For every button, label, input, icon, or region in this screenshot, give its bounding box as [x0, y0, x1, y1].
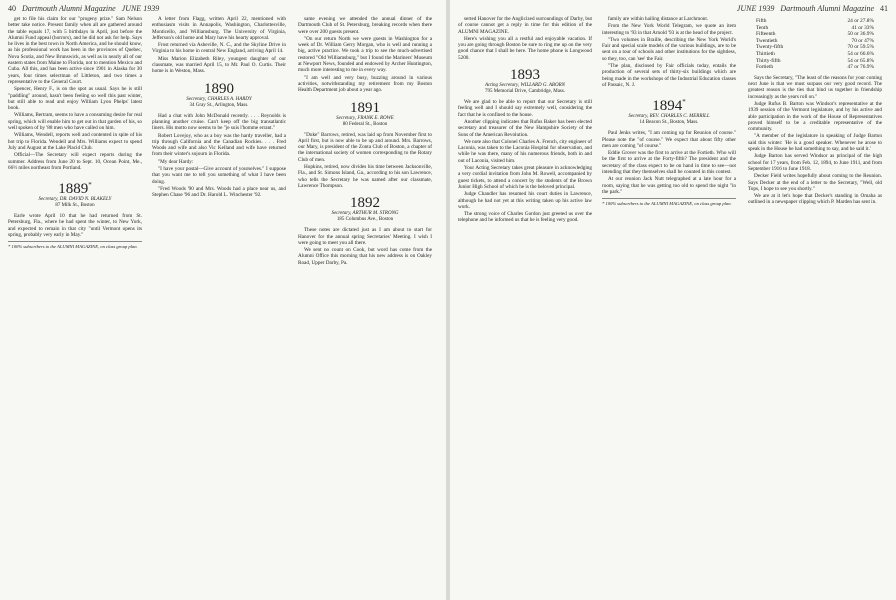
footnote: * 100% subscribers to the ALUMNI MAGAZINE, on class group plan. [8, 241, 142, 250]
class-address: 14 Beacon St., Boston, Mass. [639, 120, 699, 126]
paragraph: Official—The Secretary will expect reports during the summer. Address from June 20 to Sept. 10, Ocean Point, Me., 66½ miles northeast from Portland. [8, 152, 142, 171]
class-year: 1894* [652, 98, 686, 115]
table-row: Twentieth 70 or 47% [756, 37, 874, 44]
class-secretary: Secretary, FRANK E. ROWE [336, 115, 394, 121]
class-year: 1889* [58, 181, 92, 198]
class-heading-1893 [458, 67, 592, 95]
class-heading-1890 [152, 81, 286, 109]
class-heading-1894 [602, 94, 736, 126]
left-column-1 [8, 16, 142, 596]
table-row: Fifth 24 or 27.8% [756, 18, 874, 24]
paragraph: Had a chat with John McDonald recently. . . . Reynolds is planning another cruise. Can't keep off the big transatlantic liners. His motto now seems to be "je suis l'homme errant." [152, 112, 286, 132]
class-address: 34 Gray St., Arlington, Mass. [189, 102, 249, 108]
right-issue-date: JUNE 1939 [736, 4, 775, 13]
table-row: Fortieth 47 or 76.9% [756, 64, 874, 71]
class-address: 80 Federal St., Boston [342, 121, 388, 127]
left-column-3 [298, 16, 432, 596]
paragraph: same evening we attended the annual dinner of the Dartmouth Club of St. Petersburg, breaking records when there were over 200 guests present. [298, 16, 432, 35]
reunion-stats-table [748, 18, 882, 71]
paragraph: We note also that Colonel Charles A. French, city engineer of Laconia, was taken to the Laconia Hospital for observation, and while he was there, many of his numerous friends, both in and out of Laconia, visited him. [458, 138, 592, 164]
class-heading-1892 [298, 195, 432, 223]
paragraph: Says the Secretary, "The least of the reasons for your coming next June is that we must surpass our very good record. The greatest reason is the ties that bind us together in friendship increasingly as the years roll on." [748, 74, 882, 100]
paragraph: Your Acting Secretary takes great pleasure in acknowledging a very cordial invitation from John M. Rowell, accompanied by guest tickets, to attend a concert by the students of the Brown Junior High School of which he is the beloved principal. [458, 165, 592, 190]
paragraph: Judge Barton has served Windsor as principal of the high school for 17 years, from Feb. 12, 1894, to June 1911, and from September 1916 to June 1918. [748, 153, 882, 172]
paragraph: serted Hanover for the Anglicized surroundings of Darby, but of course cannot get a reply in time for this edition of the ALUMNI MAGAZINE. [458, 16, 592, 35]
paragraph: We sent no count on Cook, but word has come from the Alumni Office this morning that his new address is on Oakley Road, Upper Darby, Pa. [298, 247, 432, 266]
right-column-3 [748, 16, 882, 596]
paragraph: Eddie Grover was the first to arrive at the Fortieth. Who will be the first to arrive at the Forty-fifth? The president and the secretary of the class expect to be on hand in time to see—not intending that they themselves shall be counted in this contest. [602, 150, 736, 176]
class-address: 87 Milk St., Boston [55, 203, 95, 209]
table-row: Tenth 41 or 33% [756, 24, 874, 31]
left-issue-date: JUNE 1939 [121, 4, 160, 13]
paragraph: Spencer, Henry F., is on the spot as usual. Says he is still "paddling" around, hasn't been feeling so well this past winter, but still able to read and enjoy William Lyon Phelps' latest book. [8, 86, 142, 112]
table-row: Thirtieth 54 or 66.6% [756, 50, 874, 57]
paragraph: We are at it let's hope that Decker's standing in Omaha as outlined in a newspaper clipping which P. Marden has sent in. [748, 193, 882, 206]
table-row: Twenty-fifth 70 or 59.5% [756, 44, 874, 51]
paragraph: get to file his claim for our "progeny prize." Sam Nelson better take notice. Present family when all are gathered around the table equals 17, with 5 birthdays in April, just before the Alumni Fund appeal (horrors), and he did not ask for help. Says he lives in the best town in North America, and he should know, as his professional work has been in the provinces of Quebec, Nova Scotia, and New Brunswick, as well as in nearly all of our eastern states from Maine to Florida, not to mention Mexico and Cuba. All this, and has been active since 1901 in Alaska for 30 years, four times selectman of Littleton, and two times a representative to the General Court. [8, 16, 142, 85]
class-secretary: Acting Secretary, WILLARD G. ABORN [485, 83, 565, 89]
paragraph: Williams, Wendell, reports well and contented in spite of his hot trip to Florida. Wendell and Mrs. Williams expect to spend July and August at the Lake Placid Club. [8, 132, 142, 151]
paragraph: A letter from Flagg, written April 22, mentioned with enthusiasm visits in Annapolis, Washington, Charlottesville, Monticello, and Williamsburg. The University of Virginia, Jefferson's old home and Mary have his hearty approval. [152, 16, 286, 41]
class-address: 185 Columbus Ave., Boston [336, 217, 394, 223]
paragraph: At our reunion Jack Nutt telegraphed at a late hour for a room, saying that he was getting too old to spend the night "in the park." [602, 176, 736, 195]
left-page-number: 40 [8, 4, 16, 13]
paragraph: "A member of the legislature in speaking of Judge Barton said this winter: 'He is a good speaker. Whenever he arose to speak in the House he had something to say, and he said it.' [748, 133, 882, 153]
paragraph: family are within hailing distance at Larchmont. [608, 16, 709, 22]
paragraph: Here's wishing you all a restful and enjoyable vacation. If you are going through Boston be sure to ring me up on the very good chance that I shall be here. The home phone is Longwood 5200. [458, 35, 592, 61]
paragraph: "My dear Hardy: [158, 158, 194, 165]
paragraph: Decker Field writes hopefully about coming to the Reunion. Says Decker at the end of a letter to the Secretary, "Well, old Tops, I hope to see you shortly." [748, 173, 882, 192]
class-year: 1890 [204, 80, 234, 97]
right-magazine-title: Dartmouth Alumni Magazine [780, 4, 874, 13]
paragraph: "Duke" Barrows, retired, was laid up from November first to April first, but is now able to be up and around. Mrs. Barrows, our Mary, is president of the Zonta Club of Boston, a chapter of the international society of women corresponding to the Rotary Club of men. [298, 131, 432, 163]
paragraph: Paul Jenks writes, "I am coming up for Reunion of course." Please note the "of course." We expect that about fifty other men are coming "of course." [602, 130, 736, 149]
paragraph: Hopkins, retired, now divides his time between Jacksonville, Fla., and St. Simons Island, Ga., according to his son Lawrence, who tells the Secretary he was named after our classmate, Lawrence Thompson. [298, 164, 432, 189]
paragraph: From the New York World Telegram, we quote an item interesting to '93 in that Arnold '93 is at the head of the project. [602, 23, 736, 36]
paragraph: These notes are dictated just as I am about to start for Hanover for the annual spring Secretaries' Meeting. I wish I were going to meet you all there. [298, 227, 432, 246]
class-heading-1891 [298, 100, 432, 128]
class-secretary: Secretary, ARTHUR M. STRONG [331, 211, 399, 217]
right-column-2 [602, 16, 736, 596]
class-year: 1893 [510, 67, 540, 84]
class-heading-1889 [8, 177, 142, 209]
left-magazine-title: Dartmouth Alumni Magazine [22, 4, 116, 13]
paragraph: "Two volumes in Braille, describing the New York World's Fair and special scale models of the various buildings, are to be sent on a tour of schools and other institutions for the sightless, so they, too, can 'see' the Fair. [602, 36, 736, 62]
paragraph: Another clipping indicates that Rufus Baker has been elected secretary and treasurer of the New Hampshire Society of the Sons of the American Revolution. [458, 118, 592, 138]
paragraph: Robert Lovejoy, who as a boy was the hardy traveller, had a trip through California and the Canadian Rockies. . . . Fred Woods and wife and also Vic Kelland and wife have returned from their winter's sojourn in Florida. [152, 132, 286, 158]
paragraph: Williams, Bertram, seems to have a consuming desire for real spring, which will enable him to get out in that garden of his, so well spoken of by '88 men who have called on him. [8, 112, 142, 132]
paragraph: Frost returned via Asheville, N. C., and the Skyline Drive in Virginia to his home in central New England, arriving April 14. [152, 42, 286, 55]
right-page-number: 41 [880, 4, 888, 13]
paragraph: "The plan, disclosed by Fair officials today, entails the production of several sets of thirty-six buildings which are being made in the workshops of the Industrial Education classes of Passaic, N. J. [602, 63, 736, 88]
left-page-header [8, 4, 159, 13]
left-column-2 [152, 16, 286, 596]
paragraph: "I am well and very busy, buzzing around in various activities, notwithstanding my retirement from my Boston Health Department job about a year ago. [298, 74, 432, 94]
table-row: Fifteenth 50 or 36.9% [756, 31, 874, 38]
left-page [0, 0, 446, 600]
table-row: Thirty-fifth 54 or 65.8% [756, 57, 874, 64]
paragraph: The strong voice of Charles Gordon just greeted us over the telephone and he informed us that he is feeling very good. [458, 211, 592, 224]
class-secretary: Secretary, CHARLES A. HARDY [186, 96, 252, 102]
class-secretary: Secretary, REV. CHARLES C. MERRILL [628, 114, 710, 120]
paragraph: "I have your postal—Give account of yourselves." I suppose that you want me to tell you something of what I have been doing. [152, 166, 286, 185]
paragraph: Miss Marion Elizabeth Riley, youngest daughter of our classmate, was married April 15, to Mr. Paul O. Curtis. Their home is in Weston, Mass. [152, 55, 286, 75]
class-year: 1892 [350, 195, 380, 212]
paragraph: Judge Chandler has resumed his court duties in Lawrence, although he had not yet at this writing taken up his active law work. [458, 191, 592, 210]
class-secretary: Secretary, DR. DAVID N. BLAKELY [38, 197, 112, 203]
paragraph: We are glad to be able to report that our Secretary is still feeling well and I should say extremely well, considering the fact that he is confined to the house. [458, 99, 592, 118]
class-address: 795 Memorial Drive, Cambridge, Mass. [484, 89, 566, 95]
right-page [450, 0, 896, 600]
right-page-header [737, 4, 888, 13]
paragraph: Judge Rufus B. Barton was Windsor's representative at the 1939 session of the Vermont legislature, and by his active and able participation in the work of the House of Representatives proved himself to be a creditable representative of the community. [748, 100, 882, 133]
paragraph: "On our return North we were guests in Washington for a week of Dr. William Gerry Morgan, who is well and running a big, active practice. We took a trip to see the much-advertised restored "Old Williamsburg," but I found the Mariners' Museum at Newport News, founded and endowed by Archer Huntington, much more interesting to me in every way. [298, 35, 432, 74]
paragraph: Earle wrote April 10 that he had returned from St. Petersburg, Fla., where he had spent the winter, to New York, and expected to remain in that city "until Vermont opens its spring, probably very early in May." [8, 213, 142, 239]
right-column-1 [458, 16, 592, 596]
class-year: 1891 [350, 99, 380, 116]
footnote: * 100% subscribers to the ALUMNI MAGAZINE, on class group plan. [602, 198, 736, 207]
paragraph: "Fred Woods '90 and Mrs. Woods had a place near us, and Stephen Chase '96 and Dr. Harold L. Winchester '92. [152, 185, 286, 199]
